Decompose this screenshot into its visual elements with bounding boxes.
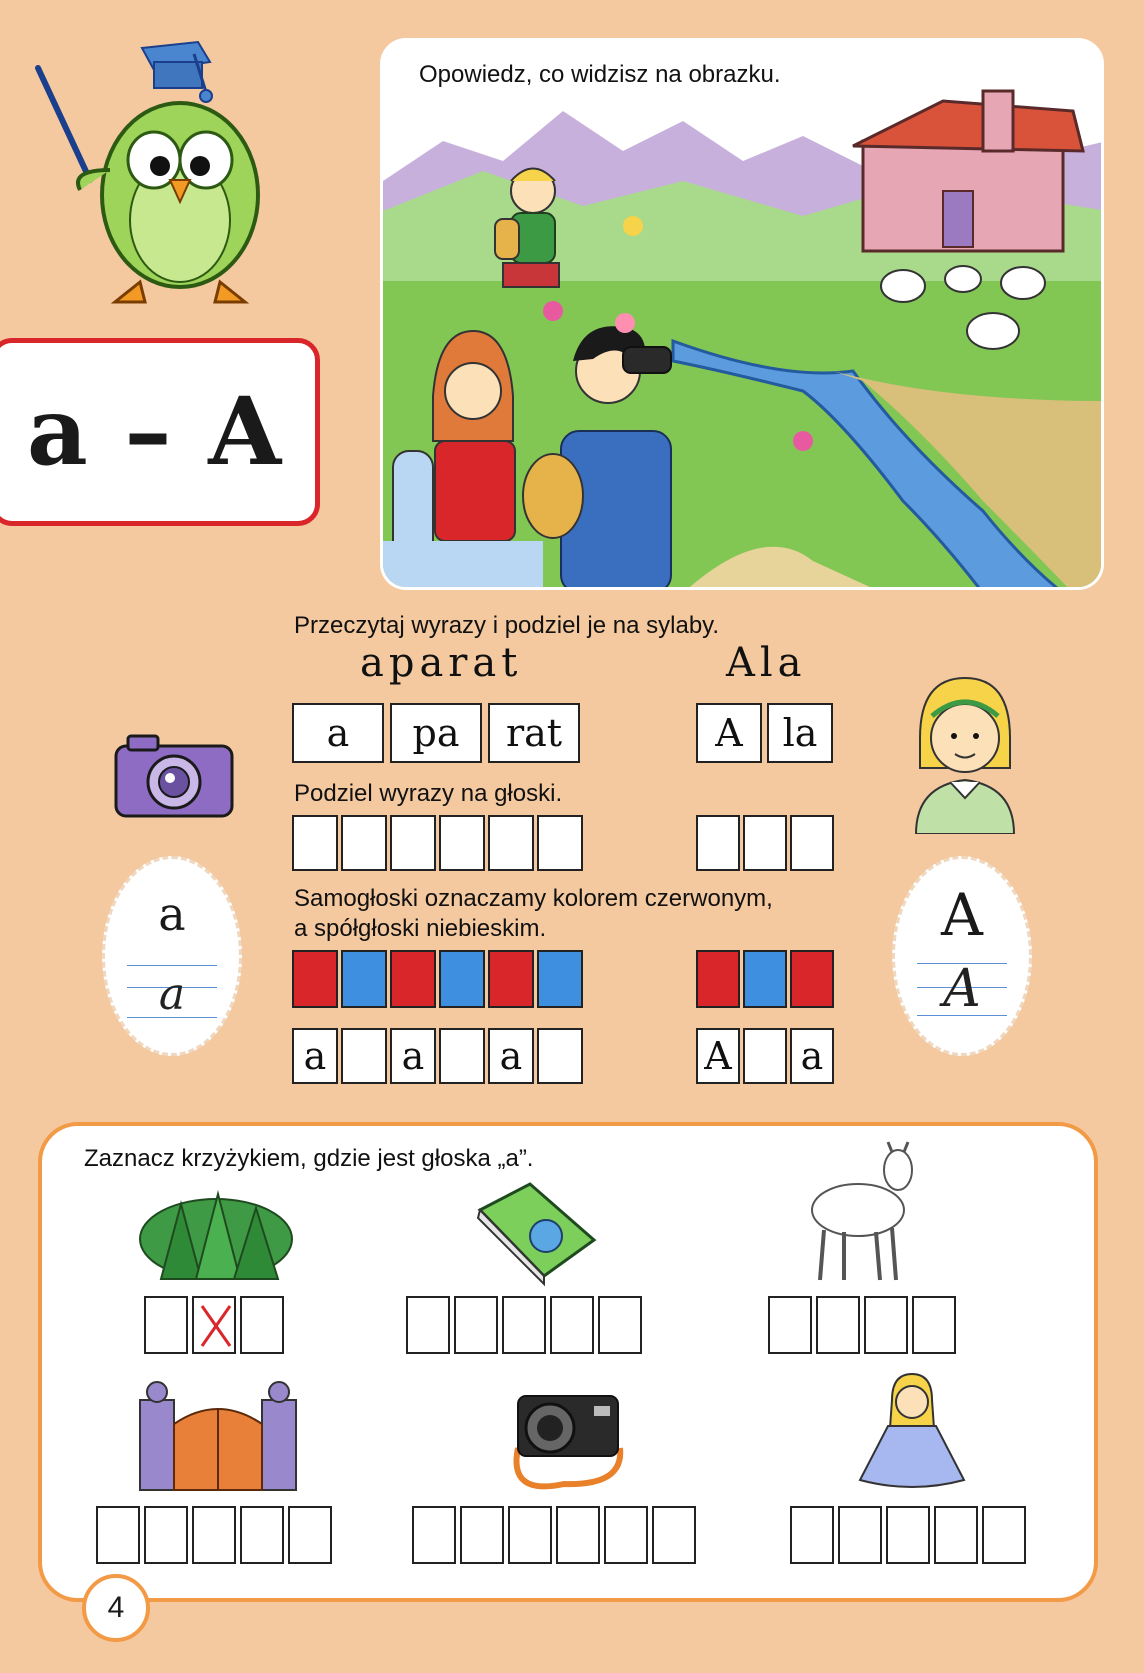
answer-box-marked[interactable] [192,1296,236,1354]
camera-strap-icon [504,1388,634,1498]
page-number [82,1574,150,1642]
answer-box[interactable] [886,1506,930,1564]
answer-box[interactable] [192,1506,236,1564]
consonant-color-box [439,950,485,1008]
exercise-instruction: Zaznacz krzyżykiem, gdzie jest głoska „a”. [84,1145,534,1172]
lowercase-print-letter: a [158,887,186,941]
sound-box[interactable] [439,815,485,871]
sound-box[interactable] [390,815,436,871]
answer-box[interactable] [288,1506,332,1564]
uppercase-print-letter: A [941,881,983,949]
letter-title-card [0,338,320,526]
sound-box[interactable] [790,815,834,871]
sounds-instruction: Podziel wyrazy na głoski. [294,780,563,807]
scene-panel [380,38,1104,590]
answer-box[interactable] [240,1506,284,1564]
doll-icon [852,1370,972,1495]
answer-box[interactable] [934,1506,978,1564]
answer-box[interactable] [790,1506,834,1564]
page-number-text: 4 [107,1591,125,1624]
cross-mark-icon [198,1302,234,1350]
letter-box[interactable]: a [488,1028,534,1084]
answer-box[interactable] [816,1296,860,1354]
vowel-color-box [488,950,534,1008]
sound-box[interactable] [488,815,534,871]
answer-box[interactable] [598,1296,642,1354]
guide-line [127,965,217,966]
letter-box[interactable]: a [390,1028,436,1084]
syllable-box[interactable]: a [292,703,384,763]
sound-box[interactable] [696,815,740,871]
answer-box[interactable] [406,1296,450,1354]
answer-box[interactable] [982,1506,1026,1564]
vowel-color-box [390,950,436,1008]
answer-box[interactable] [838,1506,882,1564]
vowel-color-box [696,950,740,1008]
letter-box[interactable] [743,1028,787,1084]
vowel-color-box [790,950,834,1008]
letter-box[interactable]: a [790,1028,834,1084]
word-aparat: aparat [360,640,523,686]
syllable-box[interactable]: pa [390,703,482,763]
goat-icon [800,1140,920,1285]
uppercase-script-letter: A [943,959,981,1019]
answer-box[interactable] [912,1296,956,1354]
answer-box[interactable] [454,1296,498,1354]
letter-box[interactable] [537,1028,583,1084]
consonant-color-box [537,950,583,1008]
answer-box[interactable] [604,1506,648,1564]
answer-box[interactable] [144,1506,188,1564]
answer-box[interactable] [652,1506,696,1564]
letter-box[interactable] [341,1028,387,1084]
syllables-instruction: Przeczytaj wyrazy i podziel je na sylaby. [294,612,720,639]
answer-box[interactable] [412,1506,456,1564]
purple-camera-icon [110,730,238,820]
answer-box[interactable] [556,1506,600,1564]
vowels-instruction-line1: Samogłoski oznaczamy kolorem czerwonym, [294,885,773,912]
answer-box[interactable] [502,1296,546,1354]
answer-box[interactable] [508,1506,552,1564]
syllable-box[interactable]: A [696,703,762,763]
lowercase-letter-oval [102,856,242,1056]
atlas-icon [470,1180,600,1290]
uppercase-letter-oval [892,856,1032,1056]
scene-instruction: Opowiedz, co widzisz na obrazku. [419,61,781,88]
lowercase-script-letter: a [158,969,186,1020]
letter-box[interactable] [439,1028,485,1084]
answer-box[interactable] [240,1296,284,1354]
answer-box[interactable] [96,1506,140,1564]
forest-icon [136,1184,296,1284]
answer-box[interactable] [768,1296,812,1354]
vowel-color-box [292,950,338,1008]
sound-box[interactable] [537,815,583,871]
landscape-illustration-icon [383,41,1104,590]
consonant-color-box [743,950,787,1008]
sound-box[interactable] [341,815,387,871]
owl-mascot-icon [30,20,260,330]
consonant-color-box [341,950,387,1008]
letter-box[interactable]: a [292,1028,338,1084]
word-ala: Ala [726,640,807,686]
syllable-box[interactable]: la [767,703,833,763]
answer-box[interactable] [460,1506,504,1564]
letter-box[interactable]: A [696,1028,740,1084]
letter-title: a – A [26,377,284,487]
gate-icon [136,1380,300,1492]
girl-ala-icon [910,668,1020,834]
answer-box[interactable] [864,1296,908,1354]
answer-box[interactable] [144,1296,188,1354]
sound-box[interactable] [743,815,787,871]
vowels-instruction-line2: a spółgłoski niebieskim. [294,915,547,942]
answer-box[interactable] [550,1296,594,1354]
sound-box[interactable] [292,815,338,871]
syllable-box[interactable]: rat [488,703,580,763]
